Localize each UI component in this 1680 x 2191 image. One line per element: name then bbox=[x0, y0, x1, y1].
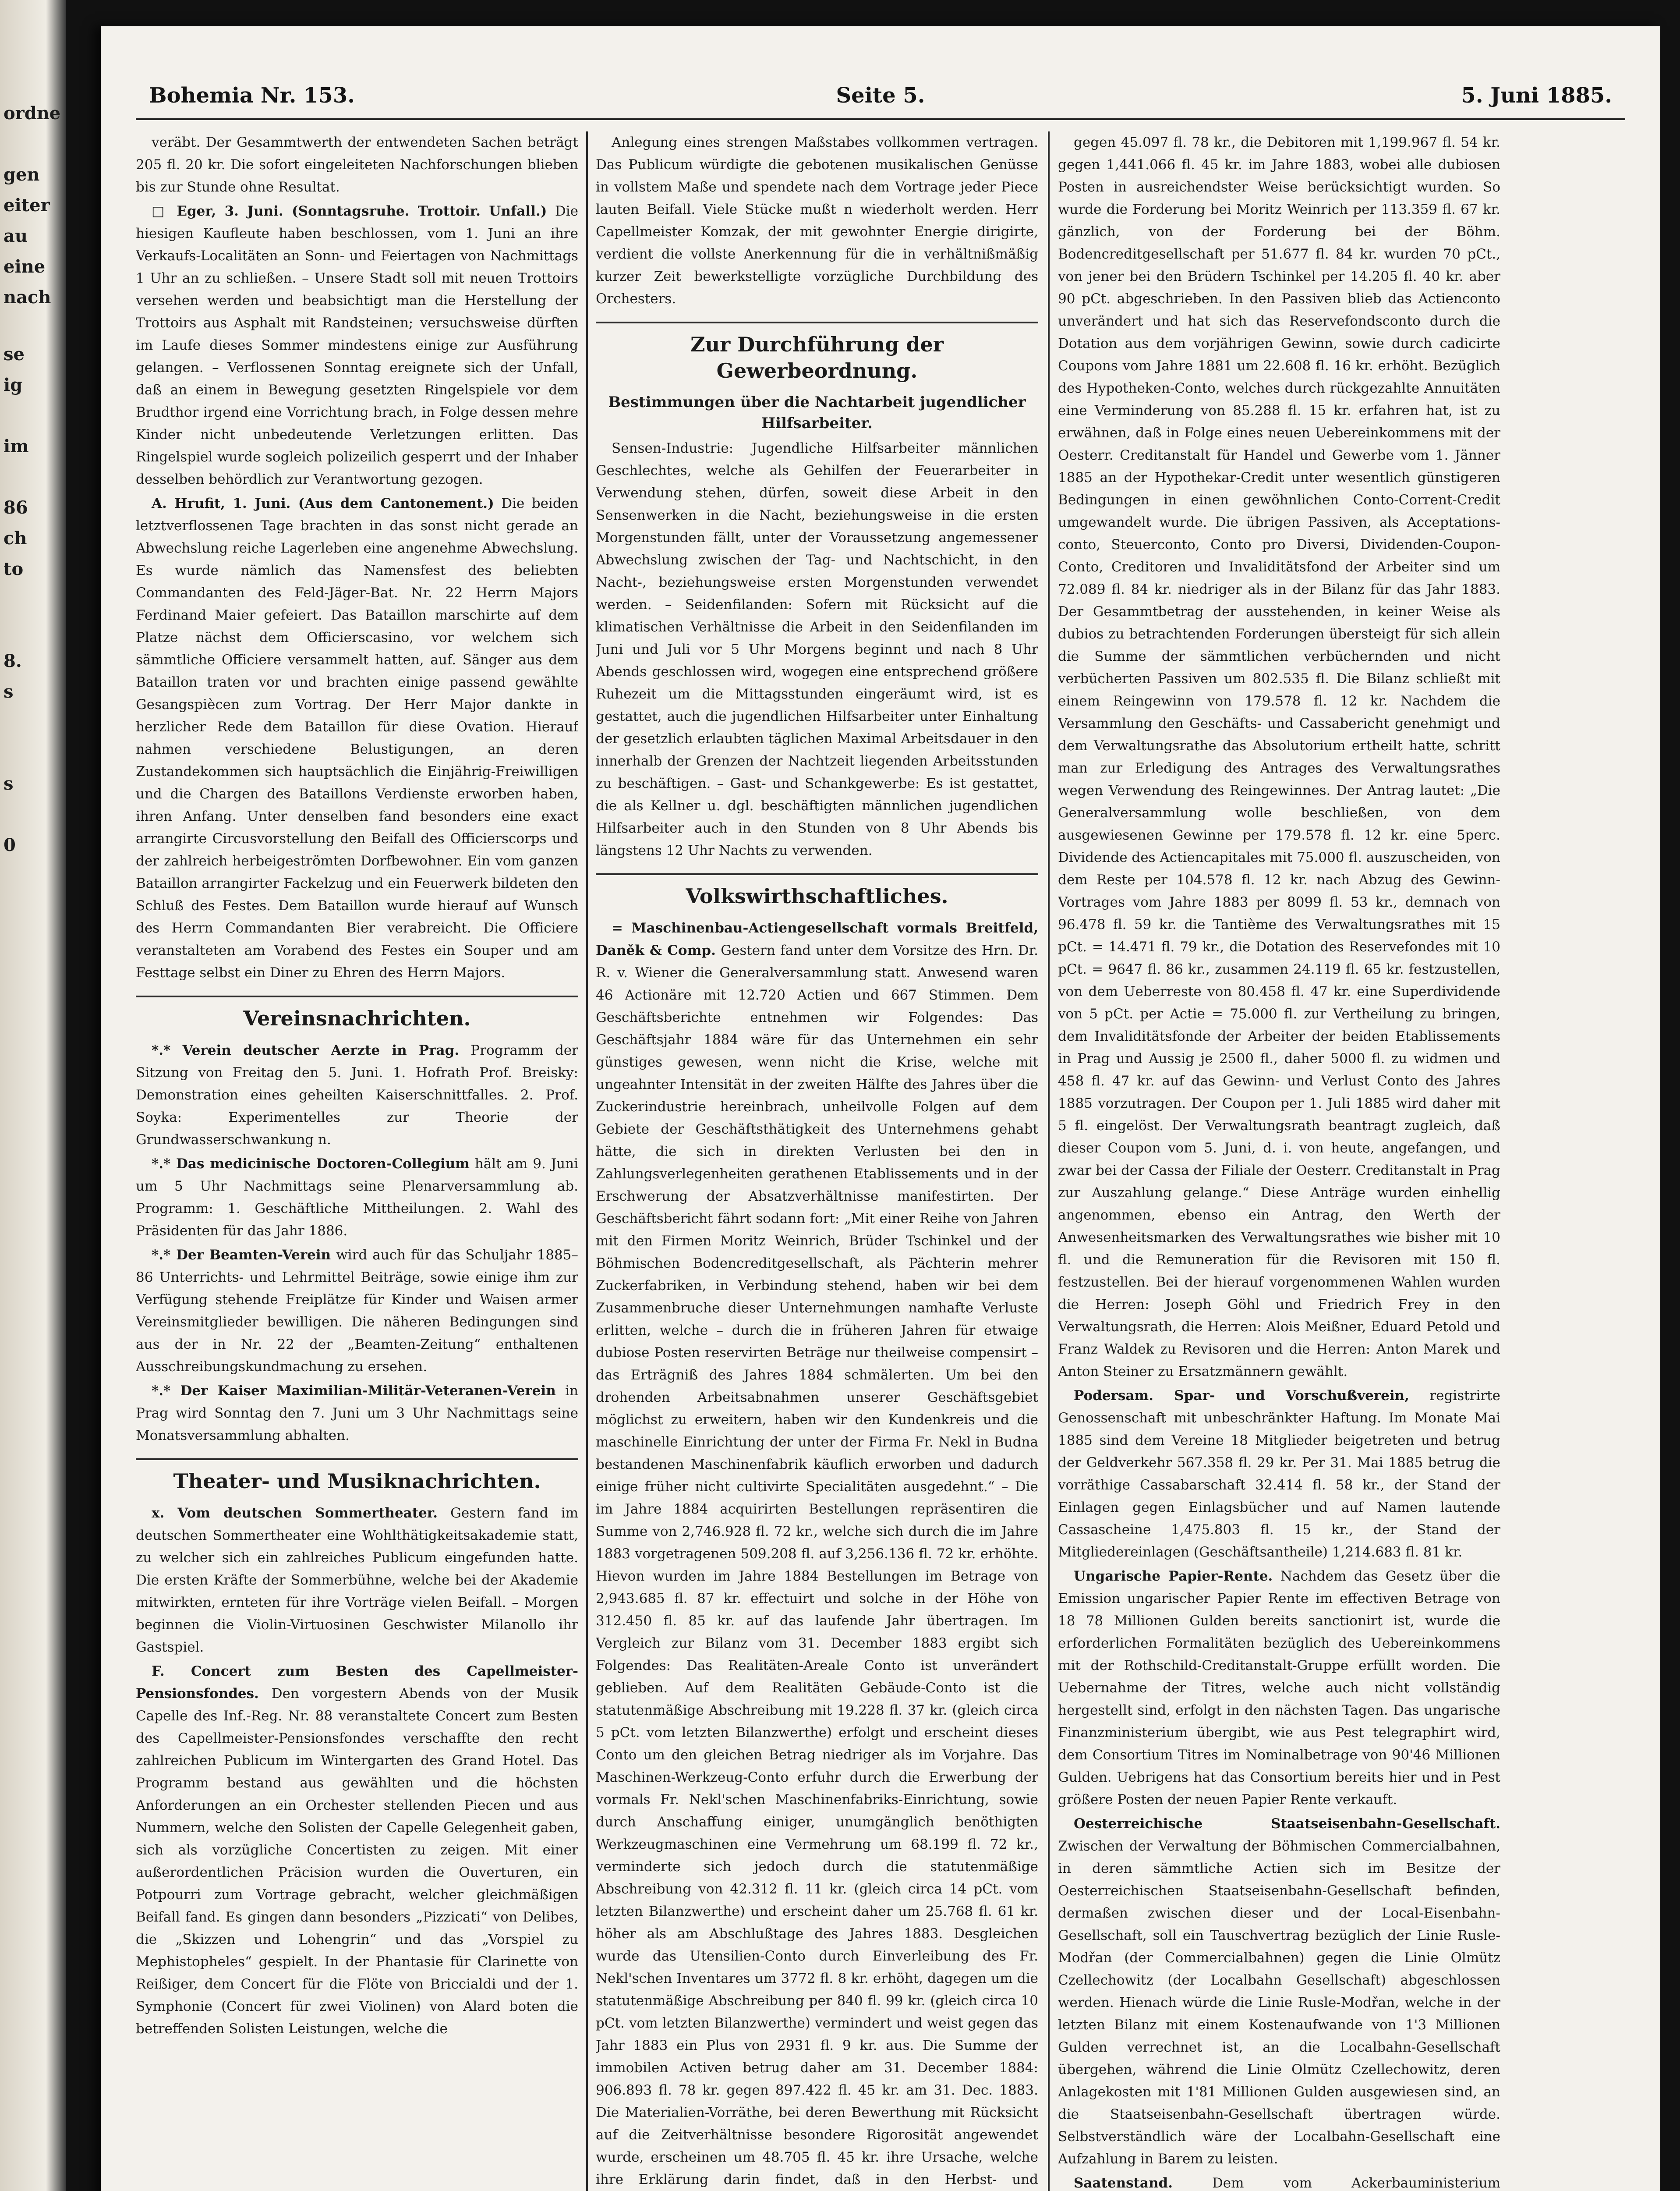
item-title: F. Concert zum Besten des Capellmeister-Pensionsfondes. bbox=[136, 1663, 578, 1702]
article-text: Programm der Sitzung von Freitag den 5. Juni. 1. Hofrath Prof. Breisky: Demonstration eines geheilten Kaiserschnittfalles. 2. Prof. Soyka: Experimentelles zur Theorie der Grundwasserschwankung n. bbox=[136, 1042, 578, 1148]
margin-fragment: 0 bbox=[4, 835, 16, 855]
margin-fragment: im bbox=[4, 436, 29, 457]
news-item bbox=[136, 1502, 578, 1659]
article-text: wird auch für das Schuljahr 1885–86 Unterrichts- und Lehrmittel Beiträge, sowie einige ihm zur Verfügung stehende Freiplätze für Kinder und Waisen armer Vereinsmitglieder bewilligen. Die näheren Bedingungen sind aus der in Nr. 22 der „Beamten-Zeitung“ enthaltenen Ausschreibungskundmachung zu ersehen. bbox=[136, 1247, 578, 1375]
item-title: x. Vom deutschen Sommertheater. bbox=[152, 1505, 438, 1521]
margin-fragment: 86 bbox=[4, 497, 28, 518]
section-subheading: Bestimmungen über die Nachtarbeit jugendlicher Hilfsarbeiter. bbox=[608, 394, 1026, 432]
article-text: Sensen-Industrie: Jugendliche Hilfsarbeiter männlichen Geschlechtes, welche als Gehilfen der Feuerarbeiter in Verwendung stehen, dürfen, soweit diese Arbeit in den Sensenwerken in die Nacht, beziehungsweise in die ersten Morgenstunden fällt, unter der Voraussetzung angemessener Abwechslung zwischen der Tag- und Nachtschicht, in den Nacht-, beziehungsweise ersten Morgenstunden verwendet werden. – Seidenfilanden: Sofern mit Rücksicht auf die klimatischen Verhältnisse die Arbeit in den Seidenfilanden im Juni und Juli vor 5 Uhr Morgens beginnt und nach 8 Uhr Abends geschlossen wird, wogegen eine entsprechend größere Ruhezeit um die Mittagsstunden eingeräumt wird, ist es gestattet, auch die jugendlichen Hilfsarbeiter unter Einhaltung der gesetzlich erlaubten täglichen Maximal Arbeitsdauer in den innerhalb der Grenzen der Nachtzeit liegenden Arbeitsstunden zu beschäftigen. – Gast- und Schankgewerbe: Es ist gestattet, die als Kellner u. dgl. beschäftigten männlichen jugendlichen Hilfsarbeiter auch in den Stunden von 8 Uhr Abends bis längstens 12 Uhr Nachts zu verwenden. bbox=[596, 440, 1038, 858]
margin-fragment: nach bbox=[4, 287, 51, 308]
article-text: Nachdem das Gesetz über die Emission ungarischer Papier Rente im effectiven Betrage von 18 78 Millionen Gulden bereits sanctionirt ist, wurde die erforderlichen Formalitäten bezüglich des Uebereinkommens mit der Rothschild-Creditanstalt-Gruppe erfüllt worden. Die Uebernahme der Titres, welche auch nicht vollständig hergestellt sind, erfolgt in den nächsten Tagen. Das ungarische Finanzministerium übergibt, wie aus Pest telegraphirt wird, dem Consortium Titres im Nominalbetrage von 90'46 Millionen Gulden. Uebrigens hat das Consortium bereits hier und in Pest größere Posten der neuen Papier Rente verkauft. bbox=[1058, 1568, 1500, 1808]
article-text: Dem vom Ackerbauministerium bbox=[1212, 2175, 1500, 2191]
article-text: Gestern fand unter dem Vorsitze des Hrn. Dr. R. v. Wiener die Generalversammlung statt. Anwesend waren 46 Actionäre mit 12.720 Actien und 667 Stimmen. Dem Geschäftsberichte entnehmen wir Folgendes: Das Geschäftsjahr 1884 wäre für das Unternehmen ein sehr günstiges gewesen, wenn nicht die Krise, welche mit ungeahnter Intensität in der zweiten Hälfte des Jahres über die Zuckerindustrie hereinbrach, unheilvolle Folgen auf dem Gebiete der Geschäftsthätigkeit des Unternehmens gehabt hätte, die sich in direkten Verlusten bei den in Zahlungsverlegenheiten gerathenen Etablissements und in der Erschwerung der Absatzverhältnisse manifestirten. Der Geschäftsbericht fährt sodann fort: „Mit einer Reihe von Jahren mit den Firmen Moritz Weinrich, Brüder Tschinkel und der Böhmischen Bodencreditgesellschaft, als Pächterin mehrer Zuckerfabriken, in Verbindung stehend, haben wir bei dem Zusammenbruche dieser Unternehmungen namhafte Verluste erlitten, welche – durch die in früheren Jahren für etwaige dubiose Posten reservirten Beträge nur theilweise compensirt – das Erträgniß des Jahres 1884 schmälerten. Um bei den drohenden Arbeitsabnahmen unserer Geschäftsgebiet möglichst zu erweitern, haben wir den Kundenkreis und die maschinelle Einrichtung der unter der Firma Fr. Nekl in Budna bestandenen Maschinenfabrik käuflich erworben und dadurch einige früher nicht cultivirte Specialitäten ausgedehnt.“ – Die im Jahre 1884 acquirirten Bestellungen repräsentiren die Summe von 2,746.928 fl. 72 kr., welche sich durch die im Jahre 1883 vorgetragenen 509.208 fl. auf 3,256.136 fl. 72 kr. erhöhte. Hievon wurden im Jahre 1884 Bestellungen im Betrage von 2,943.685 fl. 87 kr. effectuirt und solche in der Höhe von 312.450 fl. 85 kr. auf das laufende Jahr übertragen. Im Vergleich zur Bilanz vom 31. December 1883 ergibt sich Folgendes: Das Realitäten-Areale Conto ist unverändert geblieben. Auf dem Realitäten Gebäude-Conto ist die statutenmäßige Abschreibung mit 19.228 fl. 37 kr. (gleich circa 5 pCt. vom letzten Bilanzwerthe) erfolgt und erscheint dieses Conto um den gleichen Betrag niedriger als im Vorjahre. Das Maschinen-Werkzeug-Conto erfuhr durch die Erwerbung der vormals Fr. Nekl'schen Maschinenfabriks-Einrichtung, sowie durch Anschaffung einiger, unumgänglich benöthigten Werkzeugmaschinen eine Vermehrung um 68.199 fl. 72 kr., verminderte sich jedoch durch die statutenmäßige Abschreibung von 42.312 fl. 11 kr. (gleich circa 14 pCt. vom letzten Bilanzwerthe) und erscheint daher um 25.768 fl. 61 kr. höher als am Abschlußtage des Jahres 1883. Desgleichen wurde das Utensilien-Conto durch Einverleibung des Fr. Nekl'schen Inventares um 3772 fl. 8 kr. erhöht, dagegen um die statutenmäßige Abschreibung per 840 fl. 99 kr. (gleich circa 10 pCt. vom letzten Bilanzwerthe) vermindert und weist gegen das Jahr 1883 ein Plus von 2931 fl. 9 kr. aus. Die Summe der immobilen Activen betrug daher am 31. December 1884: 906.893 fl. 78 kr. gegen 897.422 fl. 45 kr. am 31. Dec. 1883. Die Materialien-Vorräthe, bei deren Bewerthung mit Rücksicht auf die Zeitverhältnisse besondere Rigorosität angewendet wurde, erscheinen um 48.705 fl. 45 kr. ihre Ursache, welche ihre Erklärung darin findet, daß in den Herbst- und bbox=[596, 943, 1038, 2187]
news-item bbox=[1058, 1565, 1500, 1811]
article-text: Zwischen der Verwaltung der Böhmischen Commercialbahnen, in deren sämmtliche Actien sich im Besitze der Oesterreichischen Staatseisenbahn-Gesellschaft befinden, dermaßen zwischen dieser und der Local-Eisenbahn-Gesellschaft, soll ein Tauschvertrag bezüglich der Linie Rusle-Modřan (der Commercialbahnen) gegen die Linie Olmütz Czellechowitz (der Localbahn Gesellschaft) abgeschlossen werden. Hienach würde die Linie Rusle-Modřan, welche in der letzten Bilanz mit einem Kostenaufwande von 1'3 Millionen Gulden verrechnet ist, an die Localbahn-Gesellschaft übergehen, während die Linie Olmütz Czellechowitz, deren Anlagekosten mit 1'81 Millionen Gulden ausgewiesen sind, an die Staatseisenbahn-Gesellschaft übertragen würde. Selbstverständlich wäre der Localbahn-Gesellschaft eine Aufzahlung in Barem zu leisten. bbox=[1058, 1838, 1500, 2167]
article-text: Gestern fand im deutschen Sommertheater eine Wohlthätigkeitsakademie statt, zu welcher sich ein zahlreiches Publicum eingefunden hatte. Die ersten Kräfte der Sommerbühne, welche bei der Akademie mitwirkten, ernteten für ihre Vorträge vielen Beifall. – Morgen beginnen die Violin-Virtuosinen Geschwister Milanollo ihr Gastspiel. bbox=[136, 1505, 578, 1655]
article-text: Den vorgestern Abends von der Musik Capelle des Inf.-Reg. Nr. 88 veranstaltete Concert zum Besten des Capellmeister-Pensionsfondes verschaffte den recht zahlreichen Publicum im Wintergarten des Grand Hotel. Das Programm bestand aus gewählten und die höchsten Anforderungen an ein Orchester stellenden Piecen und aus Nummern, welche den Solisten der Capelle Gelegenheit gaben, sich als vorzügliche Concertisten zu zeigen. Mit einer außerordentlichen Präcision wurden die Ouverturen, ein Potpourri zum Vortrage gebracht, welcher gleichmäßigen Beifall fand. Es gingen dann besonders „Pizzicati“ von Delibes, die „Skizzen und Lohengrin“ und das „Vorspiel zu Mephistopheles“ gespielt. In der Phantasie für Clarinette von Reißiger, dem Concert für die Flöte von Briccialdi und der 1. Symphonie (Concert für zwei Violinen) von Alard boten die betreffenden Solisten Leistungen, welche die bbox=[136, 1686, 578, 2037]
news-item bbox=[136, 200, 578, 491]
section-heading: Volkswirthschaftliches. bbox=[596, 873, 1038, 909]
margin-fragment: au bbox=[4, 226, 28, 246]
article-text: veräbt. Der Gesammtwerth der entwendeten Sachen beträgt 205 fl. 20 kr. Die sofort eingeleiteten Nachforschungen blieben bis zur Stunde ohne Resultat. bbox=[136, 135, 578, 195]
margin-fragment: eiter bbox=[4, 195, 50, 216]
adjacent-page-edge bbox=[0, 0, 66, 2191]
column-rule bbox=[1048, 131, 1050, 2191]
item-title: *.* Der Kaiser Maximilian-Militär-Veteranen-Verein bbox=[152, 1383, 556, 1399]
item-title: *.* Das medicinische Doctoren-Collegium bbox=[152, 1156, 470, 1172]
article-text: hält am 9. Juni um 5 Uhr Nachmittags seine Plenarversammlung ab. Programm: 1. Geschäftliche Mittheilungen. 2. Wahl des Präsidenten für das Jahr 1886. bbox=[136, 1156, 578, 1239]
article-text: Anlegung eines strengen Maßstabes vollkommen vertragen. Das Publicum würdigte die gebotenen musikalischen Genüsse in vollstem Maße und spendete nach dem Vortrage jeder Piece lauten Beifall. Viele Stücke mußt n wiederholt werden. Herr Capellmeister Komzak, der mit gewohnter Energie dirigirte, verdient die vollste Anerkennung für die in verhältnißmäßig kurzer Zeit bewerkstelligte vorzügliche Durchbildung des Orchesters. bbox=[596, 135, 1038, 307]
article-text: Die beiden letztverflossenen Tage brachten in das sonst nicht gerade an Abwechslung reiche Lagerleben eine angenehme Abwechslung. Es wurde nämlich das Namensfest des beliebten Commandanten des Feld-Jäger-Bat. Nr. 22 Herrn Majors Ferdinand Maier gefeiert. Das Bataillon marschirte auf dem Platze nächst dem Officierscasino, vor welchem sich sämmtliche Officiere versammelt hatten, auf. Sänger aus dem Bataillon traten vor und brachten einige passend gewählte Gesangspiècen zum Vortrag. Der Herr Major dankte in herzlicher Rede dem Bataillon für diese Ovation. Hierauf nahmen verschiedene Belustigungen, an deren Zustandekommen sich hauptsächlich die Einjährig-Freiwilligen und die Chargen des Bataillons Verdienste erworben haben, ihren Anfang. Unter denselben fand besonders eine exact arrangirte Circusvorstellung den Beifall des Officierscorps und der zahlreich herbeigeströmten Dorfbewohner. Ein vom ganzen Bataillon arrangirter Fackelzug und ein Feuerwerk bildeten den Schluß des Festes. Dem Bataillon wurde hierauf auf Wunsch des Herrn Commandanten Bier verabreicht. Die Officiere veranstalteten am Vorabend des Festes ein Souper und am Festtage selbst ein Diner zu Ehren des Herrn Majors. bbox=[136, 496, 578, 981]
news-item bbox=[136, 1660, 578, 2040]
issue-number: Bohemia Nr. 153. bbox=[149, 83, 355, 108]
issue-date: 5. Juni 1885. bbox=[1461, 83, 1612, 108]
article-text: registrirte Genossenschaft mit unbeschränkter Haftung. Im Monate Mai 1885 sind dem Vereine 18 Mitglieder beigetreten und betrug der Geldverkehr 567.358 fl. 29 kr. Per 31. Mai 1885 betrug die vorräthige Cassabarschaft 32.414 fl. 58 kr., der Stand der Einlagen gegen Einlagsbücher und auf Namen lautende Cassascheine 1,475.803 fl. 15 kr., der Stand der Mitgliedereinlagen (Geschäftsantheile) 1,214.683 fl. 81 kr. bbox=[1058, 1388, 1500, 1560]
item-title: Ungarische Papier-Rente. bbox=[1074, 1568, 1273, 1584]
item-title: Podersam. Spar- und Vorschußverein, bbox=[1074, 1388, 1409, 1404]
margin-fragment: ordne bbox=[4, 103, 60, 124]
item-title: *.* Der Beamten-Verein bbox=[152, 1247, 331, 1263]
margin-fragment: ig bbox=[4, 375, 23, 395]
margin-fragment: s bbox=[4, 773, 14, 794]
section-heading: Zur Durchführung der Gewerbeordnung. bbox=[596, 322, 1038, 384]
item-title: *.* Verein deutscher Aerzte in Prag. bbox=[152, 1042, 460, 1058]
dateline: □ Eger, 3. Juni. (Sonntagsruhe. Trottoir. Unfall.) bbox=[152, 203, 547, 219]
margin-fragment: gen bbox=[4, 164, 40, 185]
news-item bbox=[596, 917, 1038, 2191]
article-text: in Prag wird Sonntag den 7. Juni um 3 Uhr Nachmittags seine Monatsversammlung abhalten. bbox=[136, 1383, 578, 1443]
margin-fragment: ch bbox=[4, 528, 27, 549]
section-heading: Vereinsnachrichten. bbox=[136, 996, 578, 1032]
margin-fragment: s bbox=[4, 681, 14, 702]
margin-fragment: to bbox=[4, 559, 24, 579]
news-item bbox=[1058, 1813, 1500, 2170]
column-1 bbox=[136, 131, 578, 2191]
news-item bbox=[136, 1380, 578, 1447]
margin-fragment: 8. bbox=[4, 651, 22, 671]
news-item bbox=[136, 1039, 578, 1151]
margin-fragment: se bbox=[4, 344, 25, 365]
item-title: Oesterreichische Staatseisenbahn-Gesellschaft. bbox=[1074, 1816, 1500, 1832]
news-item bbox=[136, 1244, 578, 1378]
dateline: A. Hrufit, 1. Juni. (Aus dem Cantonement.) bbox=[152, 496, 494, 511]
column-2 bbox=[596, 131, 1038, 2191]
news-item bbox=[136, 1153, 578, 1242]
newspaper-page bbox=[101, 26, 1660, 2191]
news-item bbox=[1058, 2172, 1500, 2191]
column-3 bbox=[1058, 131, 1500, 2191]
item-title: = Maschinenbau-Actiengesellschaft vormals Breitfeld, Daněk & Comp. bbox=[596, 920, 1038, 958]
article-text: gegen 45.097 fl. 78 kr., die Debitoren mit 1,199.967 fl. 54 kr. gegen 1,441.066 fl. 45 kr. im Jahre 1883, wobei alle dubiosen Posten in ausreichendster Weise berücksichtigt wurden. So wurde die Forderung bei Moritz Weinrich per 113.359 fl. 67 kr. gänzlich, von der Forderung bei der Böhm. Bodencreditgesellschaft per 51.677 fl. 84 kr. wurden 70 pCt., von jener bei den Brüdern Tschinkel per 14.205 fl. 40 kr. aber 90 pCt. abgeschrieben. In den Passiven blieb das Actienconto unverändert und hat sich das Reservefondsconto durch die Dotation aus dem vorjährigen Gewinn, sowie durch cadicirte Coupons vom Jahre 1881 um 22.608 fl. 16 kr. erhöht. Bezüglich des Hypotheken-Conto, welches durch rückgezahlte Annuitäten eine Verminderung von 85.288 fl. 15 kr. erfahren hat, ist zu erwähnen, daß in Folge eines neuen Uebereinkommens mit der Oesterr. Creditanstalt für Handel und Gewerbe vom 1. Jänner 1885 an der Hypothekar-Credit unter wesentlich günstigeren Bedingungen in einen gewöhnlichen Conto-Corrent-Credit umgewandelt wurde. Die übrigen Passiven, als Acceptations-conto, Steuerconto, Conto pro Diversi, Dividenden-Coupon-Conto, Creditoren und Invaliditätsfond der Arbeiter sind um 72.089 fl. 84 kr. niedriger als in der Bilanz für das Jahr 1883. Der Gesammtbetrag der ausstehenden, in keiner Weise als dubios zu betrachtenden Forderungen übersteigt für sich allein die Summe der sämmtlichen verbüchernden und nicht verbücherten Passiven um 802.535 fl. Die Bilanz schließt mit einem Reingewinn von 179.578 fl. 12 kr. Nachdem die Versammlung den Geschäfts- und Cassabericht genehmigt und dem Verwaltungsrathe das Absolutorium ertheilt hatte, schritt man zur Erledigung des Antrages des Verwaltungsrathes wegen Verwendung des Reingewinnes. Der Antrag lautet: „Die Generalversammlung wolle beschließen, von dem ausgewiesenen Gewinne per 179.578 fl. 12 kr. eine 5perc. Dividende des Actiencapitales mit 75.000 fl. auszuscheiden, von dem Reste per 104.578 fl. 12 kr. nach Abzug des Gewinn-Vortrages vom Jahre 1883 per 8099 fl. 53 kr., demnach von 96.478 fl. 59 kr. die Tantième des Verwaltungsrathes mit 15 pCt. = 14.471 fl. 79 kr., die Dotation des Reservefondes mit 10 pCt. = 9647 fl. 86 kr., zusammen 24.119 fl. 65 kr. festzustellen, von dem Ueberreste von 80.458 fl. 47 kr. eine Superdividende von 5 pCt. per Actie = 75.000 fl. zur Vertheilung zu bringen, dem Invaliditätsfonde der Arbeiter der beiden Etablissements in Prag und Aussig je 2500 fl., daher 5000 fl. zu widmen und 458 fl. 47 kr. auf das Gewinn- und Verlust Conto des Jahres 1885 vorzutragen. Der Coupon per 1. Juli 1885 wird daher mit 5 fl. eingelöst. Der Verwaltungsrath beantragt zugleich, daß dieser Coupon vom 5. Juni, d. i. von heute, angefangen, und zwar bei der Cassa der Filiale der Oesterr. Creditanstalt in Prag zur Auszahlung gelange.“ Diese Anträge wurden einhellig angenommen, ebenso ein Antrag, den Werth der Anwesenheitsmarken des Verwaltungsrathes wie bisher mit 10 fl. und die Remuneration für die Revisoren mit 150 fl. festzustellen. Bei der hierauf vorgenommenen Wahlen wurden die Herren: Joseph Göhl und Friedrich Frey in den Verwaltungsrath, die Herren: Alois Meißner, Eduard Petold und Franz Waldek zu Revisoren und die Herren: Anton Marek und Anton Steiner zu Ersatzmännern gewählt. bbox=[1058, 135, 1500, 1379]
margin-fragment: eine bbox=[4, 256, 46, 277]
news-item bbox=[136, 493, 578, 984]
page-header bbox=[136, 83, 1625, 120]
item-title: Saatenstand. bbox=[1074, 2175, 1173, 2191]
news-item bbox=[1058, 1385, 1500, 1563]
page-number: Seite 5. bbox=[836, 83, 925, 108]
column-rule bbox=[586, 131, 588, 2191]
article-text: Die hiesigen Kaufleute haben beschlossen, vom 1. Juni an ihre Verkaufs-Localitäten an Sonn- und Feiertagen von Nachmittags 1 Uhr an zu schließen. – Unsere Stadt soll mit neuen Trottoirs versehen werden und beabsichtigt man die Herstellung der Trottoirs aus Asphalt mit Randsteinen; versuchsweise dürften im Laufe dieses Sommer mindestens einige zur Ausführung gelangen. – Verflossenen Sonntag ereignete sich der Unfall, daß an einem in Bewegung gesetzten Ringelspiele vor dem Brudthor irgend eine Vorrichtung brach, in Folge dessen mehre Kinder nicht unbedeutende Verletzungen erlitten. Das Ringelspiel wurde sogleich polizeilich gesperrt und der Inhaber desselben behördlich zur Verantwortung gezogen. bbox=[136, 203, 578, 487]
section-heading: Theater- und Musiknachrichten. bbox=[136, 1458, 578, 1494]
